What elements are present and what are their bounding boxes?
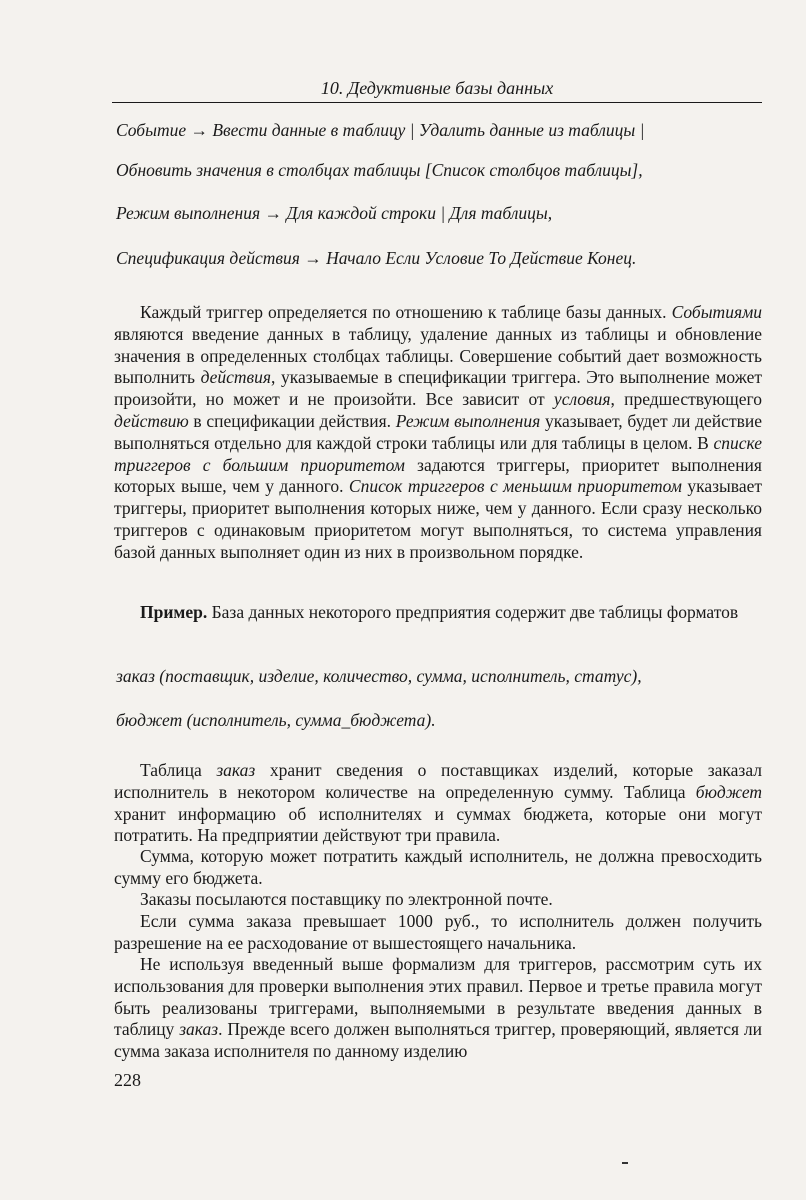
scan-mark <box>622 1162 628 1164</box>
paragraph-rule-1: Сумма, которую может потратить каждый исполнитель, не должна превосходить сумму его бюджета. <box>114 846 762 888</box>
grammar-line-mode: Режим выполнения → Для каждой строки | Для таблицы, <box>116 203 553 223</box>
formula-budget-table: бюджет (исполнитель, сумма_бюджета). <box>116 710 436 730</box>
grammar-line-event-cont: Обновить значения в столбцах таблицы [Список столбцов таблицы], <box>116 160 643 180</box>
running-header: 10. Дедуктивные базы данных <box>112 78 762 103</box>
paragraph-example: Пример. База данных некоторого предприятия содержит две таблицы форматов <box>140 602 739 622</box>
paragraph-trigger-definition: Каждый триггер определяется по отношению к таблице базы данных. Событиями являются введение данных в таблицу, удаление данных из таблицы и обновление значения в определенных столбцах таблицы. Совершение событий дает возможность выполнить действия, указываемые в спецификации триггера. Это выполнение может произойти, но может и не произойти. Все зависит от условия, предшествующего действию в спецификации действия. Режим выполнения указывает, будет ли действие выполняться отдельно для каждой строки таблицы или для таблицы в целом. В списке триггеров с большим приоритетом задаются триггеры, приоритет выполнения которых выше, чем у данного. Список триггеров с меньшим приоритетом указывает триггеры, приоритет выполнения которых ниже, чем у данного. Если сразу несколько триггеров с одинаковым приоритетом могут выполняться, то система управления базой данных выполняет один из них в произвольном порядке. <box>114 302 763 562</box>
paragraph-trigger-usage: Не используя введенный выше формализм для триггеров, рассмотрим суть их использования для проверки выполнения этих правил. Первое и третье правила могут быть реализованы триггерами, выполняемыми в результате введения данных в таблицу заказ. Прежде всего должен выполняться триггер, проверяющий, является ли сумма заказа исполнителя по данному изделию <box>114 954 762 1062</box>
page-number: 228 <box>114 1070 141 1090</box>
formula-order-table: заказ (поставщик, изделие, количество, сумма, исполнитель, статус), <box>116 666 642 686</box>
paragraph-rule-3: Если сумма заказа превышает 1000 руб., то исполнитель должен получить разрешение на ее расходование от вышестоящего начальника. <box>114 911 762 953</box>
paragraph-tables-description: Таблица заказ хранит сведения о поставщиках изделий, которые заказал исполнитель в некотором количестве на определенную сумму. Таблица бюджет хранит информацию об исполнителях и суммах бюджета, которые они могут потратить. На предприятии действуют три правила. <box>114 760 762 846</box>
grammar-line-event: Событие → Ввести данные в таблицу | Удалить данные из таблицы | <box>116 120 645 140</box>
example-label: Пример. <box>140 602 208 622</box>
grammar-line-action-spec: Спецификация действия → Начало Если Условие То Действие Конец. <box>116 248 637 268</box>
paragraph-rule-2: Заказы посылаются поставщику по электронной почте. <box>140 889 553 909</box>
